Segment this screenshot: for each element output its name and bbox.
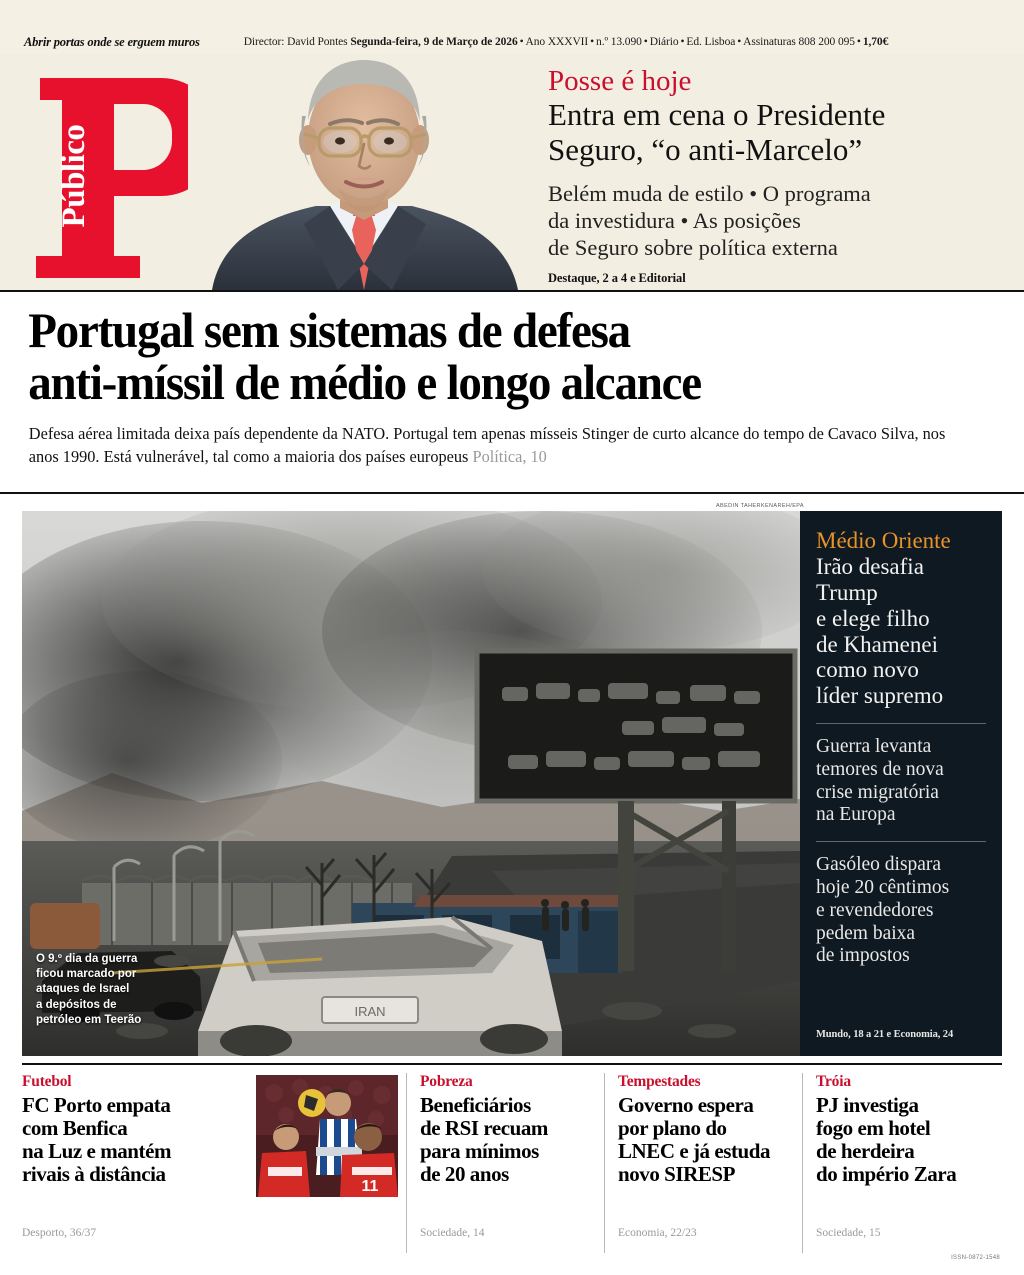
teaser-headline-line1: Entra em cena o Presidente (548, 97, 886, 133)
teaser-sub-line3: de Seguro sobre política externa (548, 234, 838, 260)
president-portrait-photo (188, 54, 540, 290)
middle-east-headline (816, 554, 986, 709)
tempestades-page-reference[interactable]: Economia, 22/23 (618, 1227, 697, 1239)
troia-line2: fogo em hotel (816, 1116, 931, 1141)
cover-price: 1,70€ (862, 36, 889, 48)
photo-credit: ABEDIN TAHERKENAREH/EPA (715, 503, 804, 509)
troia-page-reference[interactable]: Sociedade, 15 (816, 1227, 881, 1239)
middle-east-column[interactable] (800, 511, 1002, 1056)
bottom-divider (22, 1063, 1002, 1065)
tempestades-kicker: Tempestades (618, 1073, 701, 1090)
director-name: David Pontes (287, 36, 348, 48)
svg-text:IRAN: IRAN (354, 1004, 386, 1019)
teaser-kicker: Posse é hoje (548, 65, 692, 97)
edition: Ed. Lisboa (686, 36, 736, 48)
top-strip (0, 0, 1024, 30)
newspaper-slogan: Abrir portas onde se erguem muros (24, 34, 200, 49)
bottom-story-troia[interactable] (802, 1073, 1000, 1253)
futebol-line1: FC Porto empata (22, 1093, 171, 1117)
item3-line4: pedem baixa (816, 922, 916, 944)
item2-line1: Guerra levanta (816, 735, 932, 757)
troia-line4: do império Zara (816, 1162, 957, 1187)
troia-line1: PJ investiga (816, 1093, 919, 1117)
middle-row (22, 503, 1002, 1056)
photo-caption-line3: ataques de Israel (36, 983, 130, 996)
pobreza-line3: para mínimos (420, 1139, 539, 1164)
column-divider-1 (816, 723, 986, 724)
me-head-line5: como novo (816, 657, 919, 683)
bottom-story-futebol[interactable] (22, 1073, 406, 1253)
pobreza-headline (420, 1094, 592, 1186)
header-block (0, 54, 1024, 292)
lead-headline (0, 292, 963, 408)
subscriptions: Assinaturas 808 200 095 (743, 36, 855, 48)
svg-text:11: 11 (361, 1178, 379, 1195)
item3-line2: hoje 20 cêntimos (816, 876, 950, 898)
me-head-line4: de Khamenei (816, 631, 938, 657)
logo-wordmark: Público (56, 124, 92, 228)
tempestades-line4: novo SIRESP (618, 1162, 736, 1187)
item2-line3: crise migratória (816, 781, 939, 803)
bottom-stories (22, 1073, 1002, 1253)
futebol-line3: na Luz e mantém (22, 1139, 171, 1164)
frequency: Diário (649, 36, 679, 48)
issue-number: n.º 13.090 (596, 36, 642, 48)
me-head-line1: Irão desafia (816, 554, 924, 580)
lead-standfirst (0, 408, 983, 469)
tempestades-line2: por plano do (618, 1116, 727, 1141)
item2-line2: temores de nova (816, 758, 944, 780)
tempestades-line1: Governo espera (618, 1093, 754, 1117)
middle-east-kicker: Médio Oriente (816, 528, 951, 553)
troia-line3: de herdeira (816, 1139, 915, 1164)
pobreza-line1: Beneficiários (420, 1093, 531, 1117)
issn-code: ISSN-0872-1548 (951, 1255, 1000, 1261)
publication-date: Segunda-feira, 9 de Março de 2026 (350, 36, 518, 48)
teaser-sub-line2: da investidura • As posições (548, 207, 801, 233)
lead-headline-line1: Portugal sem sistemas de defesa (28, 302, 630, 358)
column-divider-2 (816, 841, 986, 842)
lead-standfirst-text: Defesa aérea limitada deixa país dependente da NATO. Portugal tem apenas mísseis Stinger de curto alcance do tempo de Cavaco Silva, nos anos 1990. Está vulnerável, tal como a maioria dos países europeus (28, 424, 946, 467)
me-head-line2: Trump (816, 580, 878, 606)
teaser-subheadline (548, 180, 988, 261)
pobreza-page-reference[interactable]: Sociedade, 14 (420, 1227, 485, 1239)
logo-bowl-counter (114, 104, 172, 170)
pobreza-line2: de RSI recuam (420, 1116, 548, 1141)
futebol-photo (256, 1075, 398, 1197)
photo-caption-line1: O 9.º dia da guerra (36, 953, 138, 966)
lead-headline-line2: anti-míssil de médio e longo alcance (28, 354, 701, 410)
lead-story[interactable] (0, 292, 1024, 494)
item3-line1: Gasóleo dispara (816, 854, 942, 876)
publication-year: Ano XXXVII (525, 36, 589, 48)
teaser-page-reference[interactable]: Destaque, 2 a 4 e Editorial (548, 270, 686, 285)
futebol-kicker: Futebol (22, 1073, 72, 1090)
teaser-headline-line2: Seguro, “o anti-Marcelo” (548, 132, 863, 168)
bottom-story-tempestades[interactable] (604, 1073, 802, 1253)
migration-crisis-item[interactable] (816, 736, 986, 827)
lead-page-reference[interactable]: Política, 10 (472, 447, 547, 467)
pobreza-line4: de 20 anos (420, 1162, 509, 1187)
masthead-bar (0, 30, 1024, 54)
pobreza-kicker: Pobreza (420, 1073, 473, 1090)
troia-headline (816, 1094, 988, 1186)
tempestades-headline (618, 1094, 790, 1186)
teaser-sub-line1: Belém muda de estilo • O programa (548, 180, 871, 206)
teaser-story[interactable] (548, 66, 988, 286)
troia-kicker: Tróia (816, 1073, 851, 1090)
futebol-line4: rivais à distância (22, 1162, 166, 1187)
futebol-page-reference[interactable]: Desporto, 36/37 (22, 1227, 97, 1239)
futebol-line2: com Benfica (22, 1116, 128, 1141)
photo-caption-line2: ficou marcado por (36, 968, 137, 981)
tempestades-line3: LNEC e já estuda (618, 1139, 771, 1164)
fuel-price-item[interactable] (816, 854, 986, 968)
teaser-headline (548, 98, 988, 167)
me-head-line6: líder supremo (816, 683, 944, 709)
dateline: Director: David Pontes Segunda-feira, 9 de Março de 2026 • Ano XXXVII • n.º 13.090 • Diário • Ed. Lisboa • Assinaturas 808 200 095 • 1,70€ (243, 36, 889, 48)
item3-line5: de impostos (816, 945, 910, 967)
bottom-story-pobreza[interactable] (406, 1073, 604, 1253)
photo-caption (36, 952, 216, 1028)
photo-caption-line5: petróleo em Teerão (36, 1013, 142, 1026)
war-photo (22, 511, 800, 1056)
item3-line3: e revendedores (816, 899, 934, 921)
item2-line4: na Europa (816, 804, 896, 826)
director-label: Director: (243, 36, 285, 48)
photo-caption-line4: a depósitos de (36, 998, 117, 1011)
me-head-line3: e elege filho (816, 605, 930, 631)
middle-east-page-reference[interactable]: Mundo, 18 a 21 e Economia, 24 (816, 1029, 954, 1040)
